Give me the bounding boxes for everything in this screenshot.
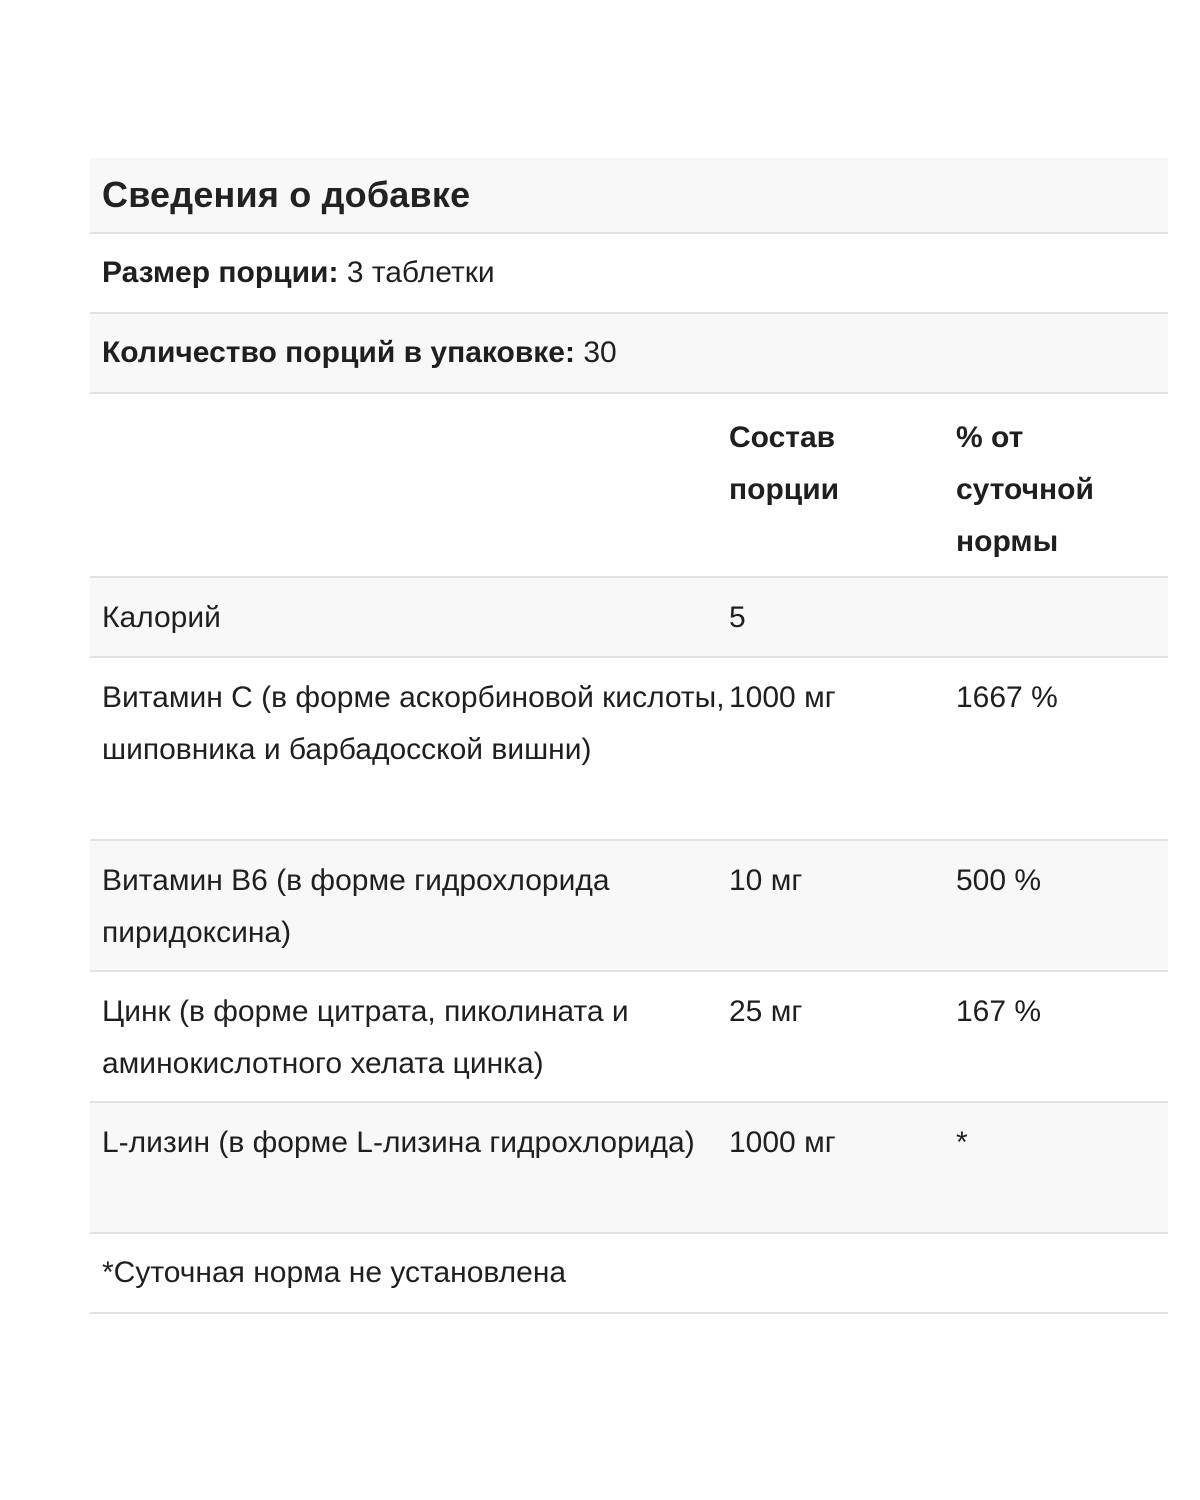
servings-per-container-value: 30 (583, 336, 617, 369)
nutrient-daily-value: 1667 % (956, 681, 1058, 714)
column-header-daily-value: % от суточной нормы (956, 421, 1094, 558)
nutrient-name: Калорий (102, 601, 221, 634)
table-row (90, 972, 1168, 1103)
table-row (90, 841, 1168, 972)
nutrient-name: Витамин В6 (в форме гидрохлорида пиридоксина) (102, 864, 610, 949)
table-row (90, 578, 1168, 658)
servings-per-container-label: Количество порций в упаковке: (102, 336, 575, 369)
serving-size-row (90, 234, 1168, 314)
nutrient-daily-value: 167 % (956, 995, 1042, 1028)
column-header-row (90, 394, 1168, 578)
nutrient-amount: 1000 мг (729, 681, 836, 714)
footnote-row (90, 1234, 1168, 1314)
nutrient-daily-value: * (956, 1126, 968, 1159)
facts-title: Сведения о добавке (102, 174, 471, 215)
serving-size-value: 3 таблетки (346, 256, 495, 289)
supplement-facts-table (90, 158, 1168, 1314)
nutrient-daily-value (956, 592, 1156, 642)
facts-title-row (90, 158, 1168, 234)
nutrient-name: L-лизин (в форме L-лизина гидрохлорида) (102, 1126, 695, 1159)
table-row (90, 1103, 1168, 1234)
table-row (90, 658, 1168, 841)
servings-per-container-row (90, 314, 1168, 394)
nutrient-name: Витамин С (в форме аскорбиновой кислоты, шиповника и барбадосской вишни) (102, 681, 725, 766)
column-header-amount: Состав порции (729, 421, 840, 506)
serving-size-label: Размер порции: (102, 256, 339, 289)
nutrient-daily-value: 500 % (956, 864, 1042, 897)
nutrient-name: Цинк (в форме цитрата, пиколината и аминокислотного хелата цинка) (102, 995, 629, 1080)
nutrient-amount: 1000 мг (729, 1126, 836, 1159)
nutrient-amount: 25 мг (729, 995, 803, 1028)
nutrient-amount: 5 (729, 601, 746, 634)
column-header-name (102, 412, 729, 576)
footnote: *Суточная норма не установлена (102, 1256, 567, 1289)
nutrient-amount: 10 мг (729, 864, 803, 897)
